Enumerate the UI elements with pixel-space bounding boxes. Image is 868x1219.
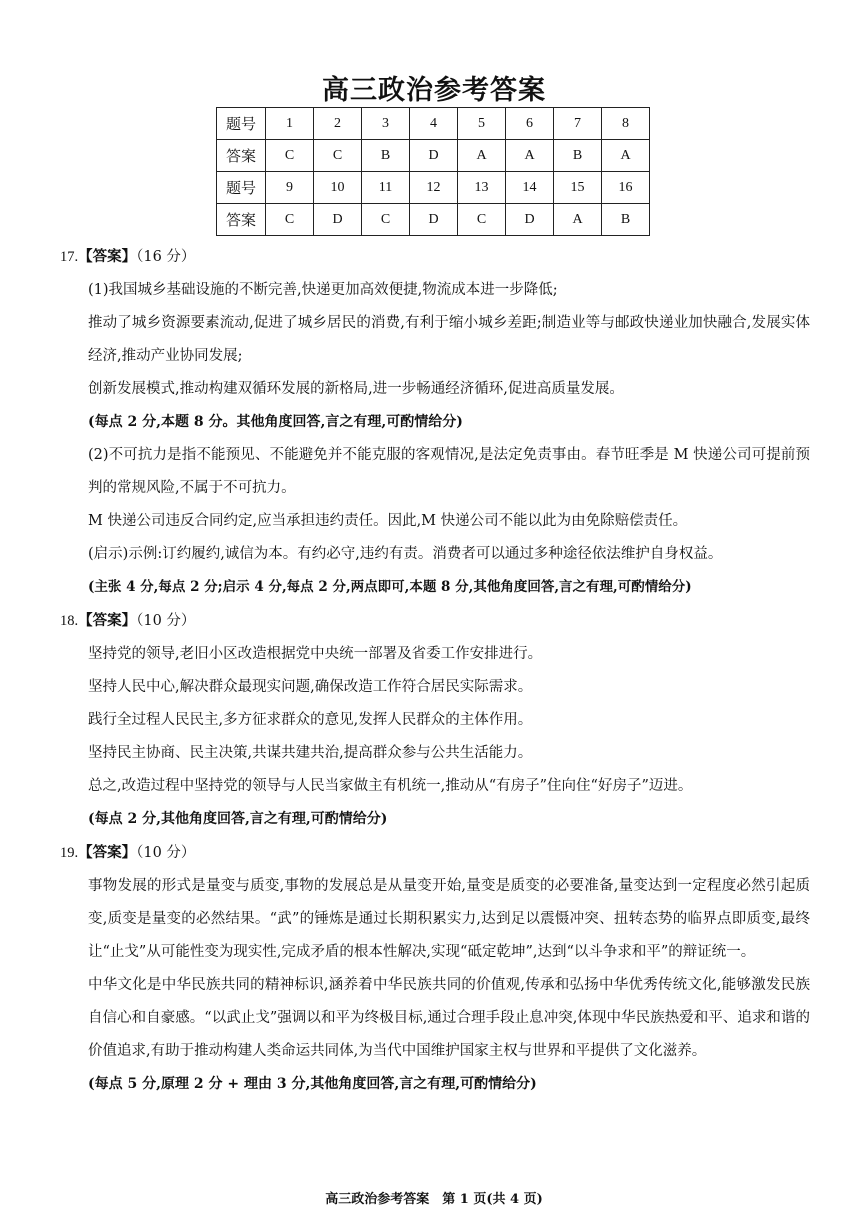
table-cell: 3 — [362, 108, 410, 140]
row-label: 答案 — [217, 140, 266, 172]
table-cell: A — [602, 140, 650, 172]
table-cell: 1 — [266, 108, 314, 140]
table-cell: 5 — [458, 108, 506, 140]
table-cell: C — [314, 140, 362, 172]
table-row — [217, 172, 650, 204]
table-cell: B — [554, 140, 602, 172]
answer-tag: 【答案】 — [78, 612, 137, 629]
table-row — [217, 140, 650, 172]
question-number: 17. — [60, 249, 79, 265]
answer-paragraph: 推动了城乡资源要素流动,促进了城乡居民的消费,有利于缩小城乡差距;制造业等与邮政快递业加快融合,发展实体经济,推动产业协同发展; — [88, 315, 810, 364]
table-cell: D — [410, 140, 458, 172]
page-footer: 高三政治参考答案 第 1 页(共 4 页) — [325, 1192, 543, 1207]
row-label: 答案 — [217, 204, 266, 236]
answer-tag: 【答案】 — [78, 248, 137, 265]
answer-paragraph: (2)不可抗力是指不能预见、不能避免并不能克服的客观情况,是法定免责事由。春节旺季是 M 快递公司可提前预判的常规风险,不属于不可抗力。 — [88, 447, 810, 496]
question-score: （16 分） — [136, 249, 196, 265]
table-cell: 9 — [266, 172, 314, 204]
answer-paragraph: M 快递公司违反合同约定,应当承担违约责任。因此,M 快递公司不能以此为由免除赔偿责任。 — [88, 513, 688, 529]
table-cell: 4 — [410, 108, 458, 140]
page-title: 高三政治参考答案 — [322, 75, 546, 106]
row-label: 题号 — [217, 108, 266, 140]
table-cell: 10 — [314, 172, 362, 204]
table-cell: A — [554, 204, 602, 236]
table-cell: D — [410, 204, 458, 236]
table-cell: C — [362, 204, 410, 236]
table-cell: 12 — [410, 172, 458, 204]
answer-paragraph: 创新发展模式,推动构建双循环发展的新格局,进一步畅通经济循环,促进高质量发展。 — [88, 381, 624, 397]
answer-paragraph: (启示)示例:订约履约,诚信为本。有约必守,违约有责。消费者可以通过多种途径依法维护自身权益。 — [88, 546, 723, 562]
answer-paragraph: (1)我国城乡基础设施的不断完善,快递更加高效便捷,物流成本进一步降低; — [88, 282, 558, 298]
question-header-18 — [60, 604, 810, 638]
answer-paragraph: 践行全过程人民民主,多方征求群众的意见,发挥人民群众的主体作用。 — [88, 712, 533, 728]
table-cell: 7 — [554, 108, 602, 140]
question-number: 18. — [60, 613, 79, 629]
answer-paragraph: 事物发展的形式是量变与质变,事物的发展总是从量变开始,量变是质变的必要准备,量变达到一定程度必然引起质变,质变是量变的必然结果。“武”的锤炼是通过长期积累实力,达到足以震慑冲突、扭转态势的临界点即质变,最终让“止戈”从可能性变为现实性,完成矛盾的根本性解决,实现“砥定乾坤”,达到“以斗争求和平”的辩证统一。 — [88, 878, 810, 960]
answer-tag: 【答案】 — [78, 844, 137, 861]
table-cell: 11 — [362, 172, 410, 204]
question-score: （10 分） — [136, 845, 196, 861]
scoring-note: (每点 5 分,原理 2 分 + 理由 3 分,其他角度回答,言之有理,可酌情给分) — [88, 1076, 537, 1092]
table-cell: B — [362, 140, 410, 172]
answer-table — [216, 107, 650, 236]
answer-paragraph: 中华文化是中华民族共同的精神标识,涵养着中华民族共同的价值观,传承和弘扬中华优秀传统文化,能够激发民族自信心和自豪感。“以武止戈”强调以和平为终极目标,通过合理手段止息冲突,体现中华民族热爱和平、追求和谐的价值追求,有助于推动构建人类命运共同体,为当代中国维护国家主权与世界和平提供了文化滋养。 — [88, 977, 810, 1059]
table-cell: D — [506, 204, 554, 236]
table-cell: 6 — [506, 108, 554, 140]
table-cell: B — [602, 204, 650, 236]
row-label: 题号 — [217, 172, 266, 204]
scoring-note: (主张 4 分,每点 2 分;启示 4 分,每点 2 分,两点即可,本题 8 分,其他角度回答,言之有理,可酌情给分) — [88, 579, 692, 595]
question-header-19 — [60, 836, 810, 870]
scoring-note: (每点 2 分,其他角度回答,言之有理,可酌情给分) — [88, 811, 388, 827]
table-row — [217, 108, 650, 140]
table-cell: D — [314, 204, 362, 236]
table-cell: 13 — [458, 172, 506, 204]
answer-paragraph: 总之,改造过程中坚持党的领导与人民当家做主有机统一,推动从“有房子”住向住“好房子”迈进。 — [88, 778, 693, 794]
table-cell: A — [506, 140, 554, 172]
question-score: （10 分） — [136, 613, 196, 629]
question-header-17 — [60, 240, 810, 274]
table-cell: C — [266, 204, 314, 236]
answer-paragraph: 坚持党的领导,老旧小区改造根据党中央统一部署及省委工作安排进行。 — [88, 646, 543, 662]
answer-paragraph: 坚持人民中心,解决群众最现实问题,确保改造工作符合居民实际需求。 — [88, 679, 533, 695]
answer-content — [60, 240, 810, 1101]
table-cell: 14 — [506, 172, 554, 204]
table-cell: C — [458, 204, 506, 236]
table-cell: C — [266, 140, 314, 172]
table-cell: A — [458, 140, 506, 172]
scoring-note: (每点 2 分,本题 8 分。其他角度回答,言之有理,可酌情给分) — [88, 414, 463, 430]
answer-paragraph: 坚持民主协商、民主决策,共谋共建共治,提高群众参与公共生活能力。 — [88, 745, 533, 761]
table-cell: 8 — [602, 108, 650, 140]
table-row — [217, 204, 650, 236]
question-number: 19. — [60, 845, 79, 861]
table-cell: 16 — [602, 172, 650, 204]
table-cell: 2 — [314, 108, 362, 140]
table-cell: 15 — [554, 172, 602, 204]
